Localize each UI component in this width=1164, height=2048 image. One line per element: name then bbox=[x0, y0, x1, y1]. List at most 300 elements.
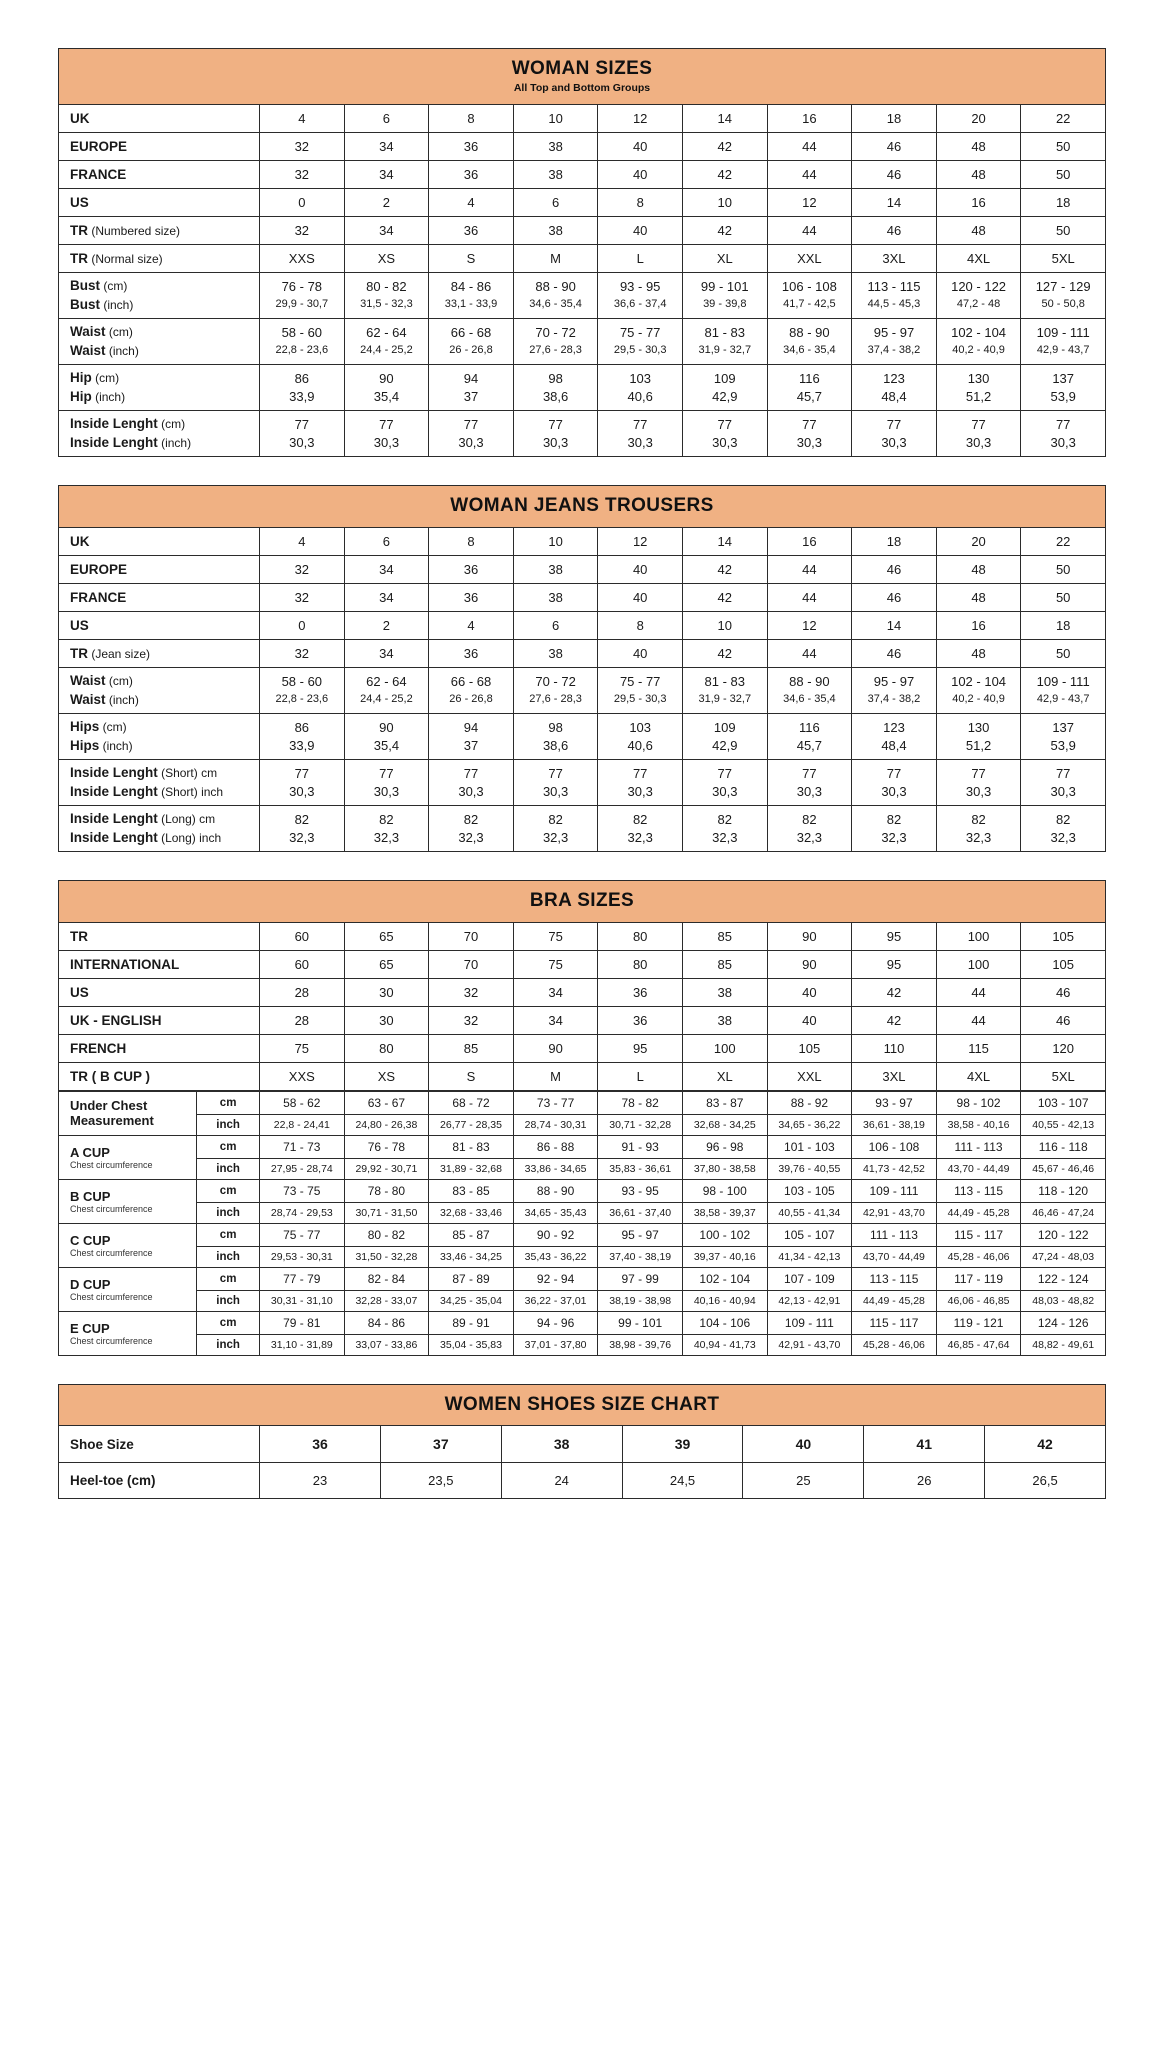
table-cell: 32,3 bbox=[429, 829, 514, 852]
table-cell: 40,16 - 40,94 bbox=[682, 1290, 767, 1311]
table-row bbox=[59, 978, 1106, 1006]
table-cell: 77 bbox=[682, 410, 767, 434]
table-cell: 36 bbox=[429, 555, 514, 583]
table-cell: 86 bbox=[260, 713, 345, 737]
table-cell: 105 bbox=[767, 1034, 852, 1062]
table-cell: 120 - 122 bbox=[936, 272, 1021, 296]
table-cell: 80 bbox=[598, 950, 683, 978]
table-row bbox=[59, 1463, 1106, 1499]
unit-cell-cm: cm bbox=[197, 1179, 260, 1202]
table-cell: 47,24 - 48,03 bbox=[1021, 1246, 1106, 1267]
table-cell: 16 bbox=[767, 104, 852, 132]
table-cell: 42 bbox=[682, 555, 767, 583]
table-cell: 51,2 bbox=[936, 388, 1021, 411]
table-cell: 109 - 111 bbox=[852, 1179, 937, 1202]
column-header-cell: 42 bbox=[985, 1426, 1106, 1463]
table-cell: 16 bbox=[767, 527, 852, 555]
table-cell: 80 - 82 bbox=[344, 1223, 429, 1246]
table-cell: 32,28 - 33,07 bbox=[344, 1290, 429, 1311]
table-cell: 86 - 88 bbox=[513, 1135, 598, 1158]
table-cell: 107 - 109 bbox=[767, 1267, 852, 1290]
unit-cell-inch: inch bbox=[197, 1290, 260, 1311]
row-header bbox=[59, 434, 260, 457]
table-cell: 109 bbox=[682, 713, 767, 737]
row-header bbox=[59, 639, 260, 667]
column-header-cell: 38 bbox=[501, 1426, 622, 1463]
table-cell: 33,9 bbox=[260, 388, 345, 411]
table-cell: 12 bbox=[767, 611, 852, 639]
woman-jeans-block bbox=[58, 485, 1106, 852]
table-cell: 5XL bbox=[1021, 244, 1106, 272]
shoes-block bbox=[58, 1384, 1106, 1500]
table-cell: 82 bbox=[344, 805, 429, 829]
table-cell: 35,4 bbox=[344, 388, 429, 411]
table-cell: 30,3 bbox=[936, 783, 1021, 806]
table-cell: 33,9 bbox=[260, 737, 345, 760]
row-label: US bbox=[70, 194, 89, 210]
table-cell: 100 bbox=[936, 922, 1021, 950]
table-cell: 75 - 77 bbox=[598, 318, 683, 342]
table-cell: 38,58 - 39,37 bbox=[682, 1202, 767, 1223]
table-cell: 122 - 124 bbox=[1021, 1267, 1106, 1290]
table-cell: 32 bbox=[260, 639, 345, 667]
table-cell: 88 - 90 bbox=[513, 1179, 598, 1202]
table-cell: 34 bbox=[344, 555, 429, 583]
table-cell: 22 bbox=[1021, 104, 1106, 132]
table-cell: M bbox=[513, 244, 598, 272]
table-cell: 130 bbox=[936, 364, 1021, 388]
table-cell: 4XL bbox=[936, 1062, 1021, 1090]
row-header bbox=[59, 1267, 197, 1311]
table-cell: 75 bbox=[513, 922, 598, 950]
table-cell: 70 - 72 bbox=[513, 318, 598, 342]
table-cell: 30,71 - 31,50 bbox=[344, 1202, 429, 1223]
row-unit: (cm) bbox=[105, 324, 133, 339]
table-cell: 44 bbox=[936, 1006, 1021, 1034]
table-row bbox=[59, 829, 1106, 852]
table-cell: 42 bbox=[682, 160, 767, 188]
table-cell: 23 bbox=[260, 1463, 381, 1499]
table-cell: 53,9 bbox=[1021, 737, 1106, 760]
row-header bbox=[59, 104, 260, 132]
table-row bbox=[59, 713, 1106, 737]
table-cell: 24,4 - 25,2 bbox=[344, 342, 429, 365]
table-cell: 41,34 - 42,13 bbox=[767, 1246, 852, 1267]
table-cell: 35,83 - 36,61 bbox=[598, 1158, 683, 1179]
table-cell: 100 bbox=[682, 1034, 767, 1062]
table-cell: 32 bbox=[429, 978, 514, 1006]
table-row bbox=[59, 1114, 1106, 1135]
table-cell: 66 - 68 bbox=[429, 318, 514, 342]
table-cell: 18 bbox=[1021, 188, 1106, 216]
table-cell: 91 - 93 bbox=[598, 1135, 683, 1158]
unit-cell-inch: inch bbox=[197, 1334, 260, 1355]
table-cell: 34,6 - 35,4 bbox=[513, 296, 598, 319]
table-row bbox=[59, 922, 1106, 950]
table-row bbox=[59, 434, 1106, 457]
table-cell: 42,9 - 43,7 bbox=[1021, 342, 1106, 365]
row-header bbox=[59, 132, 260, 160]
table-cell: 101 - 103 bbox=[767, 1135, 852, 1158]
table-cell: 77 bbox=[852, 759, 937, 783]
table-cell: 130 bbox=[936, 713, 1021, 737]
table-cell: 88 - 90 bbox=[767, 667, 852, 691]
row-label: TR bbox=[70, 222, 88, 238]
table-cell: 34 bbox=[344, 216, 429, 244]
table-cell: 95 - 97 bbox=[852, 667, 937, 691]
table-cell: 14 bbox=[682, 527, 767, 555]
table-cell: 58 - 62 bbox=[260, 1091, 345, 1114]
table-cell: 32,3 bbox=[936, 829, 1021, 852]
row-header bbox=[59, 691, 260, 714]
table-cell: 105 bbox=[1021, 950, 1106, 978]
table-cell: 115 - 117 bbox=[936, 1223, 1021, 1246]
table-cell: 27,95 - 28,74 bbox=[260, 1158, 345, 1179]
table-cell: 32 bbox=[260, 160, 345, 188]
table-cell: 58 - 60 bbox=[260, 667, 345, 691]
table-cell: 31,5 - 32,3 bbox=[344, 296, 429, 319]
row-subtitle: Chest circumference bbox=[70, 1203, 153, 1214]
table-cell: 77 bbox=[936, 410, 1021, 434]
table-cell: 30,3 bbox=[767, 783, 852, 806]
table-cell: 77 bbox=[429, 410, 514, 434]
table-row bbox=[59, 1091, 1106, 1114]
row-header bbox=[59, 805, 260, 829]
table-cell: 32,68 - 34,25 bbox=[682, 1114, 767, 1135]
table-cell: 4 bbox=[260, 104, 345, 132]
table-cell: 48 bbox=[936, 639, 1021, 667]
table-cell: XS bbox=[344, 1062, 429, 1090]
table-cell: 60 bbox=[260, 950, 345, 978]
table-cell: 34,6 - 35,4 bbox=[767, 691, 852, 714]
table-cell: 40,6 bbox=[598, 737, 683, 760]
table-cell: 37 bbox=[429, 737, 514, 760]
table-cell: 42,9 - 43,7 bbox=[1021, 691, 1106, 714]
row-header bbox=[59, 244, 260, 272]
table-cell: 30 bbox=[344, 1006, 429, 1034]
row-header bbox=[59, 611, 260, 639]
table-cell: 8 bbox=[429, 527, 514, 555]
table-cell: 48 bbox=[936, 216, 1021, 244]
table-cell: 40,94 - 41,73 bbox=[682, 1334, 767, 1355]
table-cell: 30,3 bbox=[682, 434, 767, 457]
row-label: TR bbox=[70, 250, 88, 266]
table-cell: 93 - 95 bbox=[598, 272, 683, 296]
table-cell: 40,55 - 42,13 bbox=[1021, 1114, 1106, 1135]
table-cell: 70 bbox=[429, 950, 514, 978]
table-cell: 36 bbox=[598, 978, 683, 1006]
row-unit: (Short) inch bbox=[157, 784, 224, 799]
table-cell: 42,13 - 42,91 bbox=[767, 1290, 852, 1311]
table-cell: 30,3 bbox=[1021, 434, 1106, 457]
table-cell: 41,73 - 42,52 bbox=[852, 1158, 937, 1179]
row-label: Hips bbox=[70, 718, 100, 734]
row-label: A CUP bbox=[70, 1144, 110, 1160]
table-cell: 38 bbox=[513, 160, 598, 188]
table-row bbox=[59, 410, 1106, 434]
table-cell: 48,4 bbox=[852, 737, 937, 760]
table-cell: 35,04 - 35,83 bbox=[429, 1334, 514, 1355]
table-cell: 32 bbox=[260, 555, 345, 583]
table-cell: 32,3 bbox=[598, 829, 683, 852]
page-subtitle: All Top and Bottom Groups bbox=[513, 81, 651, 94]
table-cell: 46 bbox=[852, 160, 937, 188]
table-row bbox=[59, 364, 1106, 388]
table-cell: 44 bbox=[767, 583, 852, 611]
table-cell: 78 - 82 bbox=[598, 1091, 683, 1114]
table-cell: 85 bbox=[682, 922, 767, 950]
table-cell: 40,2 - 40,9 bbox=[936, 342, 1021, 365]
row-header bbox=[59, 1062, 260, 1090]
table-cell: 34 bbox=[513, 978, 598, 1006]
row-unit: (Jean size) bbox=[88, 646, 151, 661]
table-cell: 46,06 - 46,85 bbox=[936, 1290, 1021, 1311]
table-cell: 37,4 - 38,2 bbox=[852, 342, 937, 365]
row-label: Hips bbox=[70, 737, 100, 753]
table-cell: 94 bbox=[429, 364, 514, 388]
table-cell: XL bbox=[682, 1062, 767, 1090]
table-cell: 29,5 - 30,3 bbox=[598, 342, 683, 365]
table-cell: 84 - 86 bbox=[344, 1311, 429, 1334]
table-cell: 30,31 - 31,10 bbox=[260, 1290, 345, 1311]
table-row bbox=[59, 737, 1106, 760]
row-unit: (inch) bbox=[105, 343, 139, 358]
table-cell: 48,03 - 48,82 bbox=[1021, 1290, 1106, 1311]
row-header bbox=[59, 667, 260, 691]
row-label: Bust bbox=[70, 277, 100, 293]
section-title: BRA SIZES bbox=[529, 889, 635, 911]
table-cell: 4 bbox=[260, 527, 345, 555]
row-label: Hip bbox=[70, 369, 92, 385]
table-cell: 63 - 67 bbox=[344, 1091, 429, 1114]
table-cell: 77 bbox=[513, 759, 598, 783]
table-row bbox=[59, 1135, 1106, 1158]
table-cell: 77 bbox=[1021, 759, 1106, 783]
table-cell: 100 bbox=[936, 950, 1021, 978]
table-cell: 82 bbox=[682, 805, 767, 829]
row-header bbox=[59, 1135, 197, 1179]
bra-cup-table bbox=[58, 1091, 1106, 1356]
table-cell: 30,3 bbox=[936, 434, 1021, 457]
table-cell: 42,9 bbox=[682, 388, 767, 411]
table-cell: 32 bbox=[260, 132, 345, 160]
table-cell: 34 bbox=[344, 132, 429, 160]
table-cell: 29,92 - 30,71 bbox=[344, 1158, 429, 1179]
table-cell: 98 - 102 bbox=[936, 1091, 1021, 1114]
row-header bbox=[59, 188, 260, 216]
table-cell: 32 bbox=[260, 583, 345, 611]
table-cell: 100 - 102 bbox=[682, 1223, 767, 1246]
table-cell: 77 bbox=[344, 410, 429, 434]
table-cell: 87 - 89 bbox=[429, 1267, 514, 1290]
column-header-cell: 37 bbox=[380, 1426, 501, 1463]
table-cell: 23,5 bbox=[380, 1463, 501, 1499]
table-cell: 18 bbox=[1021, 611, 1106, 639]
table-cell: 102 - 104 bbox=[936, 318, 1021, 342]
table-cell: 106 - 108 bbox=[767, 272, 852, 296]
table-cell: 27,6 - 28,3 bbox=[513, 342, 598, 365]
table-cell: 30,3 bbox=[344, 434, 429, 457]
row-label: UK - ENGLISH bbox=[70, 1012, 162, 1028]
table-cell: 22,8 - 23,6 bbox=[260, 342, 345, 365]
table-cell: 95 bbox=[598, 1034, 683, 1062]
table-cell: 18 bbox=[852, 527, 937, 555]
row-label: D CUP bbox=[70, 1276, 111, 1292]
row-label: US bbox=[70, 617, 89, 633]
table-cell: 3XL bbox=[852, 1062, 937, 1090]
table-cell: 45,7 bbox=[767, 388, 852, 411]
row-label: Under Chest bbox=[70, 1098, 148, 1114]
table-cell: 18 bbox=[852, 104, 937, 132]
table-cell: 35,43 - 36,22 bbox=[513, 1246, 598, 1267]
table-cell: 97 - 99 bbox=[598, 1267, 683, 1290]
row-label: UK bbox=[70, 533, 90, 549]
table-cell: 44 bbox=[936, 978, 1021, 1006]
table-cell: XL bbox=[682, 244, 767, 272]
table-cell: 30,3 bbox=[429, 434, 514, 457]
row-label: EUROPE bbox=[70, 138, 128, 154]
table-cell: 34 bbox=[513, 1006, 598, 1034]
table-cell: 44 bbox=[767, 216, 852, 244]
table-cell: 34,65 - 36,22 bbox=[767, 1114, 852, 1135]
shoes-title-cell bbox=[59, 1384, 1106, 1426]
table-cell: 109 bbox=[682, 364, 767, 388]
woman-jeans-table bbox=[58, 485, 1106, 852]
table-cell: 30,3 bbox=[852, 434, 937, 457]
table-cell: XXS bbox=[260, 1062, 345, 1090]
table-cell: 48 bbox=[936, 583, 1021, 611]
table-cell: 111 - 113 bbox=[852, 1223, 937, 1246]
table-cell: 65 bbox=[344, 950, 429, 978]
table-row bbox=[59, 1246, 1106, 1267]
table-cell: 44,49 - 45,28 bbox=[936, 1202, 1021, 1223]
table-cell: 116 bbox=[767, 713, 852, 737]
table-cell: 83 - 87 bbox=[682, 1091, 767, 1114]
woman-sizes-block bbox=[58, 48, 1106, 457]
table-row bbox=[59, 160, 1106, 188]
table-cell: 62 - 64 bbox=[344, 318, 429, 342]
table-cell: 46 bbox=[852, 216, 937, 244]
table-cell: 8 bbox=[598, 611, 683, 639]
table-cell: 77 bbox=[767, 410, 852, 434]
column-header-cell: 40 bbox=[743, 1426, 864, 1463]
table-cell: 50 bbox=[1021, 583, 1106, 611]
row-label: TR bbox=[70, 645, 88, 661]
table-cell: 28 bbox=[260, 978, 345, 1006]
table-cell: 30 bbox=[344, 978, 429, 1006]
table-cell: 42,9 bbox=[682, 737, 767, 760]
row-unit: (cm) bbox=[100, 278, 128, 293]
woman-jeans-title-cell bbox=[59, 485, 1106, 527]
table-cell: 109 - 111 bbox=[767, 1311, 852, 1334]
table-cell: 30,3 bbox=[767, 434, 852, 457]
table-cell: 76 - 78 bbox=[260, 272, 345, 296]
table-cell: 32,3 bbox=[1021, 829, 1106, 852]
column-header-cell: 36 bbox=[260, 1426, 381, 1463]
table-cell: 10 bbox=[682, 611, 767, 639]
table-cell: 77 bbox=[1021, 410, 1106, 434]
table-cell: 30,3 bbox=[513, 434, 598, 457]
bra-sizes-title-cell bbox=[59, 880, 1106, 922]
table-row bbox=[59, 1158, 1106, 1179]
table-cell: 46 bbox=[1021, 978, 1106, 1006]
table-cell: 116 - 118 bbox=[1021, 1135, 1106, 1158]
table-cell: 6 bbox=[513, 611, 598, 639]
table-cell: 33,46 - 34,25 bbox=[429, 1246, 514, 1267]
table-cell: 36 bbox=[429, 639, 514, 667]
table-cell: 12 bbox=[767, 188, 852, 216]
table-cell: 2 bbox=[344, 611, 429, 639]
table-cell: 32,3 bbox=[513, 829, 598, 852]
table-cell: 44 bbox=[767, 555, 852, 583]
row-unit: (inch) bbox=[100, 297, 134, 312]
row-unit: (cm) bbox=[99, 719, 127, 734]
table-row bbox=[59, 188, 1106, 216]
table-cell: 123 bbox=[852, 713, 937, 737]
table-cell: 44,49 - 45,28 bbox=[852, 1290, 937, 1311]
table-cell: 30,3 bbox=[682, 783, 767, 806]
table-cell: 14 bbox=[852, 188, 937, 216]
table-cell: 40 bbox=[598, 216, 683, 244]
unit-cell-cm: cm bbox=[197, 1267, 260, 1290]
table-cell: 48 bbox=[936, 555, 1021, 583]
table-cell: 98 bbox=[513, 364, 598, 388]
table-row bbox=[59, 216, 1106, 244]
row-label: TR ( B CUP ) bbox=[70, 1068, 150, 1084]
table-cell: 20 bbox=[936, 527, 1021, 555]
row-unit: (cm) bbox=[105, 673, 133, 688]
row-header bbox=[59, 737, 260, 760]
table-cell: 44 bbox=[767, 160, 852, 188]
row-header bbox=[59, 318, 260, 342]
table-cell: 22,8 - 24,41 bbox=[260, 1114, 345, 1135]
table-cell: 77 bbox=[598, 410, 683, 434]
table-cell: 22,8 - 23,6 bbox=[260, 691, 345, 714]
table-cell: 27,6 - 28,3 bbox=[513, 691, 598, 714]
table-cell: 37,01 - 37,80 bbox=[513, 1334, 598, 1355]
row-header bbox=[59, 1091, 197, 1135]
table-cell: 20 bbox=[936, 104, 1021, 132]
table-cell: 103 bbox=[598, 713, 683, 737]
table-cell: 82 bbox=[513, 805, 598, 829]
table-cell: 40 bbox=[767, 978, 852, 1006]
table-cell: 30,3 bbox=[260, 783, 345, 806]
row-header bbox=[59, 1034, 260, 1062]
table-cell: 28,74 - 29,53 bbox=[260, 1202, 345, 1223]
page-title: WOMAN SIZES bbox=[511, 58, 653, 79]
table-cell: M bbox=[513, 1062, 598, 1090]
table-cell: 46,46 - 47,24 bbox=[1021, 1202, 1106, 1223]
table-title-row bbox=[59, 49, 1106, 105]
table-cell: 45,28 - 46,06 bbox=[852, 1334, 937, 1355]
table-cell: 38 bbox=[513, 132, 598, 160]
table-cell: 30,3 bbox=[344, 783, 429, 806]
table-cell: 75 - 77 bbox=[598, 667, 683, 691]
table-row bbox=[59, 1006, 1106, 1034]
table-cell: 26 - 26,8 bbox=[429, 342, 514, 365]
table-cell: 32,3 bbox=[344, 829, 429, 852]
table-cell: 113 - 115 bbox=[852, 1267, 937, 1290]
table-cell: 32,3 bbox=[682, 829, 767, 852]
row-label: Inside Lenght bbox=[70, 415, 158, 431]
row-label: EUROPE bbox=[70, 561, 128, 577]
table-cell: 86 bbox=[260, 364, 345, 388]
table-cell: 4XL bbox=[936, 244, 1021, 272]
table-cell: 32 bbox=[429, 1006, 514, 1034]
table-cell: 16 bbox=[936, 188, 1021, 216]
table-row bbox=[59, 1290, 1106, 1311]
table-row bbox=[59, 342, 1106, 365]
